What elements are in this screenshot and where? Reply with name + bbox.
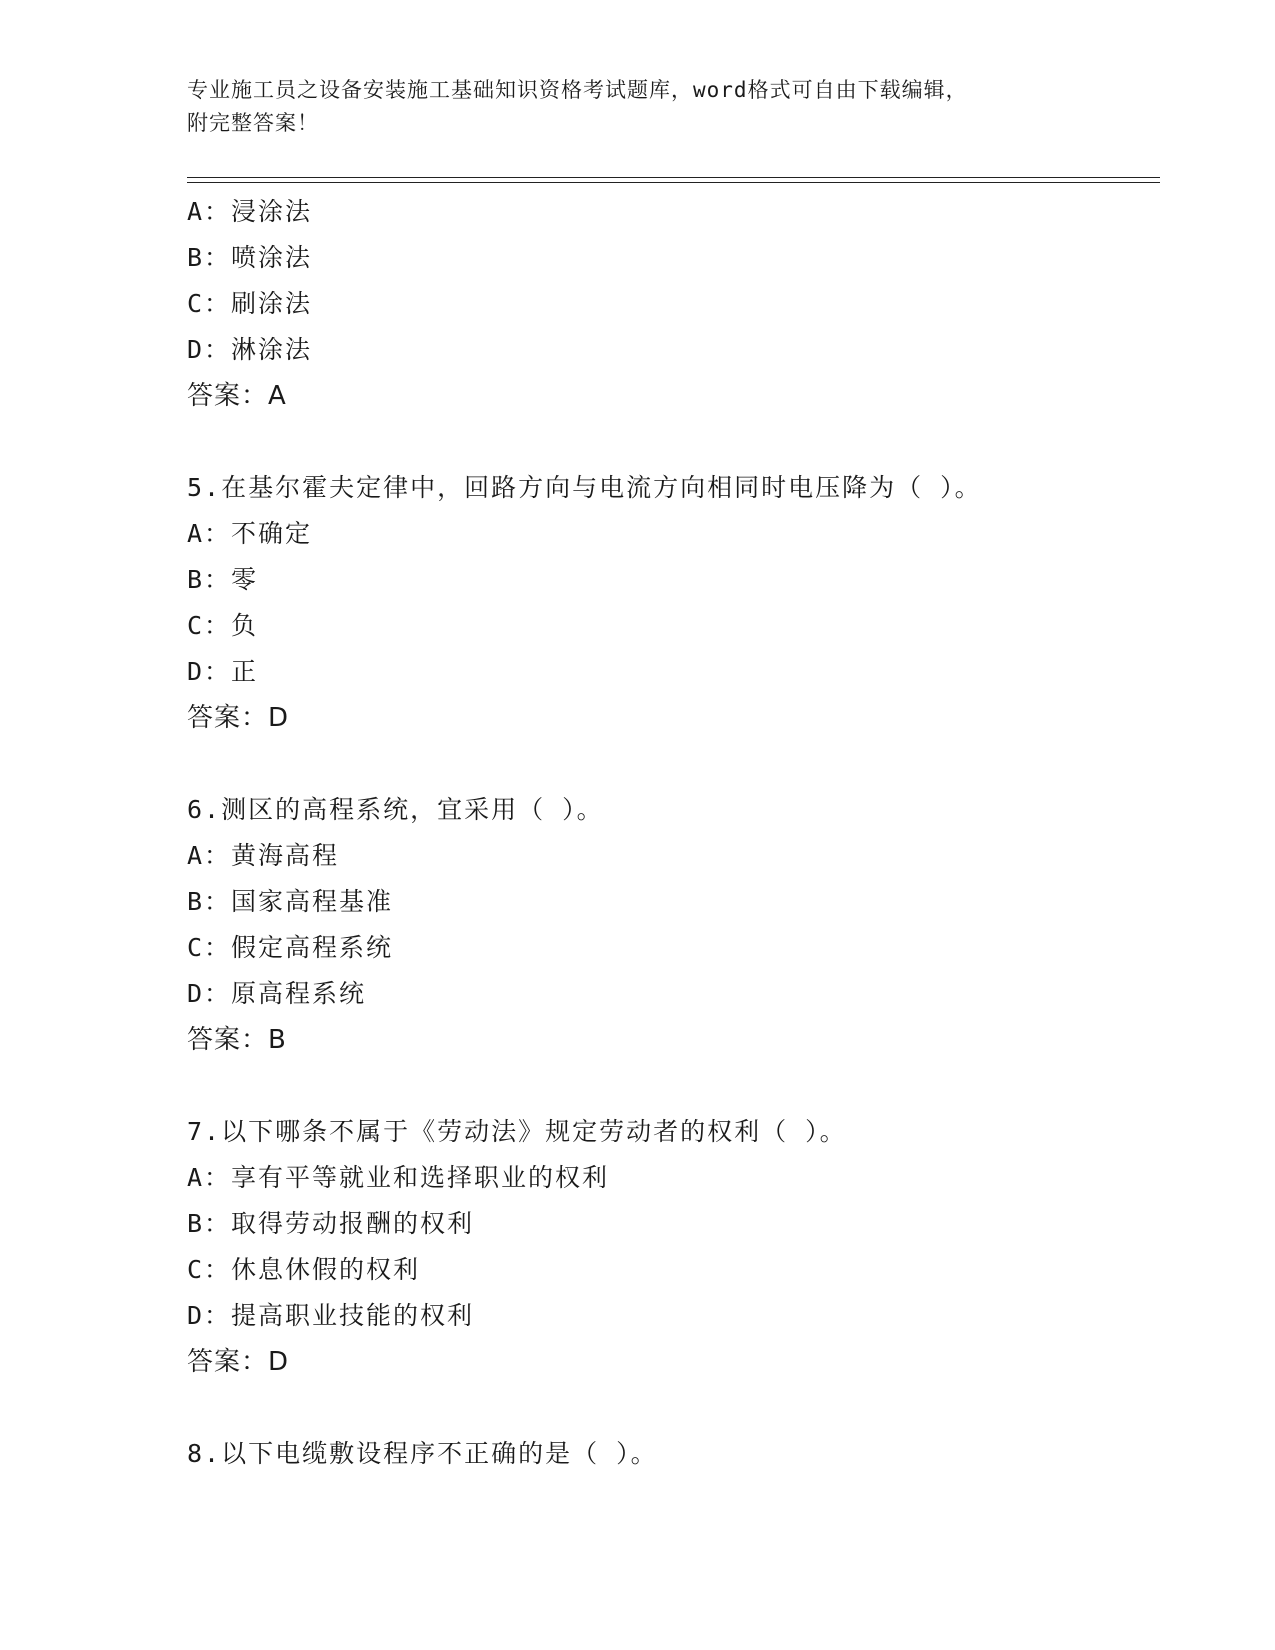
answer-line: 答案：D: [187, 1347, 290, 1377]
spacer: [187, 741, 1167, 787]
header-divider-top: [187, 177, 1160, 178]
option-letter: D：: [187, 1301, 232, 1330]
option-text: 浸涂法: [231, 197, 313, 226]
option-text: 黄海高程: [231, 841, 340, 870]
option-a: [187, 511, 1167, 557]
header-line-2: 附完整答案！: [187, 111, 319, 135]
option-a: [187, 189, 1167, 235]
header-divider-bottom: [187, 182, 1160, 183]
option-text: 原高程系统: [231, 979, 367, 1008]
option-b: [187, 879, 1167, 925]
option-letter: C：: [187, 1255, 232, 1284]
spacer: [187, 419, 1167, 465]
question-stem: 7.以下哪条不属于《劳动法》规定劳动者的权利（ ）。: [187, 1117, 847, 1146]
question-6: [187, 787, 1167, 1063]
question-5: [187, 465, 1167, 741]
option-text: 休息休假的权利: [231, 1255, 421, 1284]
option-text: 假定高程系统: [231, 933, 394, 962]
option-letter: B：: [187, 887, 232, 916]
option-letter: A：: [187, 519, 232, 548]
option-b: [187, 557, 1167, 603]
answer-line: 答案：A: [187, 381, 287, 411]
spacer: [187, 1385, 1167, 1431]
option-text: 不确定: [231, 519, 313, 548]
option-letter: D：: [187, 657, 232, 686]
option-letter: A：: [187, 1163, 232, 1192]
question-8: [187, 1431, 1167, 1477]
question-stem: 6.测区的高程系统，宜采用（ ）。: [187, 795, 604, 824]
option-text: 取得劳动报酬的权利: [231, 1209, 475, 1238]
option-letter: D：: [187, 335, 232, 364]
option-text: 刷涂法: [231, 289, 313, 318]
option-letter: C：: [187, 611, 232, 640]
option-text: 喷涂法: [231, 243, 313, 272]
option-d: [187, 649, 1167, 695]
option-c: [187, 1247, 1167, 1293]
option-d: [187, 971, 1167, 1017]
question-7: [187, 1109, 1167, 1385]
document-header: [187, 74, 1087, 140]
answer-line: 答案：D: [187, 703, 290, 733]
option-c: [187, 925, 1167, 971]
option-letter: D：: [187, 979, 232, 1008]
option-text: 国家高程基准: [231, 887, 394, 916]
option-text: 淋涂法: [231, 335, 313, 364]
option-d: [187, 327, 1167, 373]
option-letter: B：: [187, 1209, 232, 1238]
question-stem: 8.以下电缆敷设程序不正确的是（ ）。: [187, 1439, 658, 1468]
option-c: [187, 281, 1167, 327]
option-letter: C：: [187, 933, 232, 962]
header-line-1: 专业施工员之设备安装施工基础知识资格考试题库，word格式可自由下载编辑，: [187, 78, 968, 102]
option-letter: C：: [187, 289, 232, 318]
option-text: 零: [231, 565, 259, 594]
option-text: 负: [231, 611, 259, 640]
option-text: 正: [231, 657, 259, 686]
option-text: 提高职业技能的权利: [231, 1301, 475, 1330]
option-a: [187, 833, 1167, 879]
option-b: [187, 235, 1167, 281]
question-list: [187, 189, 1167, 1477]
option-text: 享有平等就业和选择职业的权利: [231, 1163, 610, 1192]
answer-line: 答案：B: [187, 1025, 287, 1055]
question-stem: 5.在基尔霍夫定律中，回路方向与电流方向相同时电压降为（ ）。: [187, 473, 982, 502]
option-letter: B：: [187, 565, 232, 594]
option-d: [187, 1293, 1167, 1339]
spacer: [187, 1063, 1167, 1109]
option-a: [187, 1155, 1167, 1201]
option-c: [187, 603, 1167, 649]
option-b: [187, 1201, 1167, 1247]
question-4-options: [187, 189, 1167, 419]
option-letter: A：: [187, 841, 232, 870]
option-letter: B：: [187, 243, 232, 272]
option-letter: A：: [187, 197, 232, 226]
